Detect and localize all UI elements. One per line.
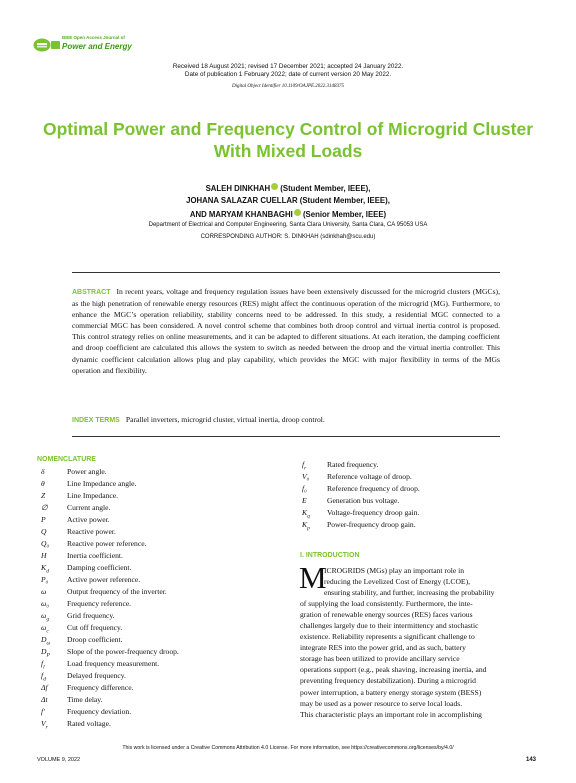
nomenclature-symbol: δ xyxy=(41,467,45,476)
nomenclature-definition: Grid frequency. xyxy=(67,611,115,620)
affiliation: Department of Electrical and Computer Engineering, Santa Clara University, Santa Clara, CA 95053 USA xyxy=(148,222,428,228)
nomenclature-definition: Active power reference. xyxy=(67,575,141,584)
abstract-text: In recent years, voltage and frequency regulation issues have been extensively discussed for the microgrid clusters (MGCs), as the high penetration of renewable energy resources (RES) might affect the continuous operation of the microgrid (MG). Furthermore, to enhance the MGC’s operation reliability, stability concerns need to be addressed. In this study, a residential MGC connected to a commercial MGC has been considered. A novel control scheme that combines both droop control and virtual inertia control is proposed. This control strategy relies on online measurements, and it can be adapted to different situations. At each iteration, the damping coefficient and droop coefficient are calculated this allows the system to switch as needed between the droop and the virtual inertia controller. This dynamic coefficient calculation allows plug and play capability, which provides the MGC with major flexibility in terms of the MGs operation and flexibility. xyxy=(72,287,500,375)
text-line: of supplying the load consistently. Furthermore, the inte- xyxy=(300,599,473,609)
nomenclature-symbol: θ xyxy=(41,479,45,488)
text-line: ensuring stability, and further, increasing the probability xyxy=(324,588,495,598)
abstract xyxy=(72,286,500,376)
journal-logo-icon xyxy=(33,38,61,52)
index-terms-text: Parallel inverters, microgrid cluster, virtual inertia, droop control. xyxy=(125,415,325,424)
author-name: AND MARYAM KHANBAGHI xyxy=(189,210,293,219)
index-terms-label: INDEX TERMS xyxy=(72,417,120,424)
text-line: existence. Reliability represents a significant challenge to xyxy=(300,632,475,642)
journal-name: Power and Energy xyxy=(62,42,132,51)
nomenclature-symbol: $f_r$ xyxy=(302,460,307,472)
volume-label: VOLUME 9, 2022 xyxy=(37,757,81,763)
nomenclature-definition: Line Impedance angle. xyxy=(67,479,137,488)
nomenclature-symbol: $f_d$ xyxy=(41,671,46,683)
nomenclature-definition: Slope of the power-frequency droop. xyxy=(67,647,179,656)
nomenclature-symbol: Z xyxy=(41,491,46,500)
nomenclature-definition: Inertia coefficient. xyxy=(67,551,123,560)
nomenclature-definition: Droop coefficient. xyxy=(67,635,123,644)
nomenclature-definition: Frequency difference. xyxy=(67,683,134,692)
paper-title: Optimal Power and Frequency Control of Microgrid Cluster With Mixed Loads xyxy=(42,119,534,161)
text-line: power interruption, a battery energy storage system (BESS) xyxy=(300,687,482,697)
author-line xyxy=(0,209,576,219)
nomenclature-heading: NOMENCLATURE xyxy=(37,456,96,463)
nomenclature-symbol: $K_p$ xyxy=(302,520,310,532)
author-role: (Student Member, IEEE), xyxy=(297,196,390,205)
nomenclature-definition: Delayed frequency. xyxy=(67,671,126,680)
abstract-label: ABSTRACT xyxy=(72,289,111,296)
nomenclature-definition: Reactive power reference. xyxy=(67,539,147,548)
nomenclature-symbol: Q xyxy=(41,527,47,536)
nomenclature-symbol: $D_P$ xyxy=(41,647,50,659)
author-name: JOHANA SALAZAR CUELLAR xyxy=(186,196,298,205)
nomenclature-symbol: Q₀ xyxy=(41,539,50,548)
text-line: operations support (e.g., peak shaving, increasing inertia, and xyxy=(300,665,487,675)
page-number: 143 xyxy=(526,757,537,763)
text-line: preventing frequency destabilization). During a microgrid xyxy=(300,676,476,686)
author-role: (Student Member, IEEE), xyxy=(278,184,371,193)
nomenclature-symbol: H xyxy=(41,551,47,560)
nomenclature-definition: Frequency deviation. xyxy=(67,707,132,716)
nomenclature-definition: Damping coefficient. xyxy=(67,563,132,572)
text-line: storage has been utilized to provide ancillary service xyxy=(300,654,460,664)
nomenclature-symbol: $V_r$ xyxy=(41,719,48,731)
author-line xyxy=(0,183,576,193)
nomenclature-symbol: f′ xyxy=(41,707,45,716)
corresponding-author: CORRESPONDING AUTHOR: S. DINKHAH (sdinkhah@scu.edu) xyxy=(200,234,376,240)
nomenclature-definition: Current angle. xyxy=(67,503,111,512)
nomenclature-symbol: Δf xyxy=(41,683,48,692)
journal-subtitle: IEEE Open Access Journal of xyxy=(62,35,125,40)
publication-dates: Date of publication 1 February 2022; date of current version 20 May 2022. xyxy=(184,71,392,78)
text-line: reducing the Levelized Cost of Energy (LCOE), xyxy=(324,577,470,587)
text-line: ICROGRIDS (MGs) play an important role in xyxy=(324,566,465,575)
nomenclature-definition: Output frequency of the inverter. xyxy=(67,587,167,596)
nomenclature-symbol: ∅ xyxy=(41,503,48,512)
nomenclature-symbol: $\omega_g$ xyxy=(41,611,50,623)
doi: Digital Object Identifier 10.1109/OAJPE.2022.3148375 xyxy=(231,84,345,89)
author-name: SALEH DINKHAH xyxy=(205,184,271,193)
nomenclature-definition: Load frequency measurement. xyxy=(67,659,160,668)
nomenclature-symbol: $D_\omega$ xyxy=(41,635,51,647)
nomenclature-symbol: ω xyxy=(41,587,47,596)
text-line: integrate RES into the power grid, and as such, battery xyxy=(300,643,466,653)
license-note: This work is licensed under a Creative Commons Attribution 4.0 License. For more information, see https://creativecommons.org/licenses/by/4.0/ xyxy=(122,745,454,751)
nomenclature-symbol: ω₀ xyxy=(41,599,50,608)
nomenclature-definition: Reference frequency of droop. xyxy=(327,484,420,493)
nomenclature-symbol: V₀ xyxy=(302,472,310,481)
nomenclature-definition: Generation bus voltage. xyxy=(327,496,400,505)
text-line: This characteristic plays an important role in accomplishing xyxy=(300,709,482,719)
divider xyxy=(72,272,500,273)
nomenclature-symbol: P xyxy=(41,515,46,524)
drop-cap: M xyxy=(299,560,327,595)
nomenclature-definition: Reference voltage of droop. xyxy=(327,472,412,481)
nomenclature-definition: Time delay. xyxy=(67,695,103,704)
nomenclature-definition: Cut off frequency. xyxy=(67,623,123,632)
nomenclature-definition: Power-frequency droop gain. xyxy=(327,520,416,529)
nomenclature-definition: Power angle. xyxy=(67,467,107,476)
nomenclature-symbol: Δt xyxy=(41,695,48,704)
nomenclature-symbol: E xyxy=(302,496,307,505)
nomenclature-symbol: $\omega_c$ xyxy=(41,623,49,635)
text-line: gration of renewable energy sources (RES) faces various xyxy=(300,610,473,620)
author-line xyxy=(0,196,576,205)
received-dates: Received 18 August 2021; revised 17 December 2021; accepted 24 January 2022. xyxy=(172,63,404,70)
nomenclature-definition: Reactive power. xyxy=(67,527,116,536)
text-line: may be used as a power resource to serve local loads. xyxy=(300,698,463,708)
nomenclature-definition: Active power. xyxy=(67,515,110,524)
nomenclature-definition: Rated frequency. xyxy=(327,460,379,469)
section-heading: I. INTRODUCTION xyxy=(300,552,360,559)
orcid-icon[interactable] xyxy=(294,209,301,216)
nomenclature-symbol: $K_d$ xyxy=(41,563,49,575)
index-terms xyxy=(72,414,500,426)
nomenclature-definition: Rated voltage. xyxy=(67,719,111,728)
nomenclature-symbol: $K_q$ xyxy=(302,508,310,520)
nomenclature-definition: Voltage-frequency droop gain. xyxy=(327,508,420,517)
divider xyxy=(72,436,500,437)
nomenclature-symbol: $f_l$ xyxy=(41,659,45,671)
text-line: challenges largely due to their intermittency and stochastic xyxy=(300,621,479,631)
nomenclature-definition: Frequency reference. xyxy=(67,599,132,608)
introduction-text xyxy=(300,565,539,720)
nomenclature-definition: Line Impedance. xyxy=(67,491,119,500)
author-role: (Senior Member, IEEE) xyxy=(300,210,387,219)
nomenclature-symbol: f₀ xyxy=(302,484,307,493)
nomenclature-symbol: P₀ xyxy=(41,575,49,584)
